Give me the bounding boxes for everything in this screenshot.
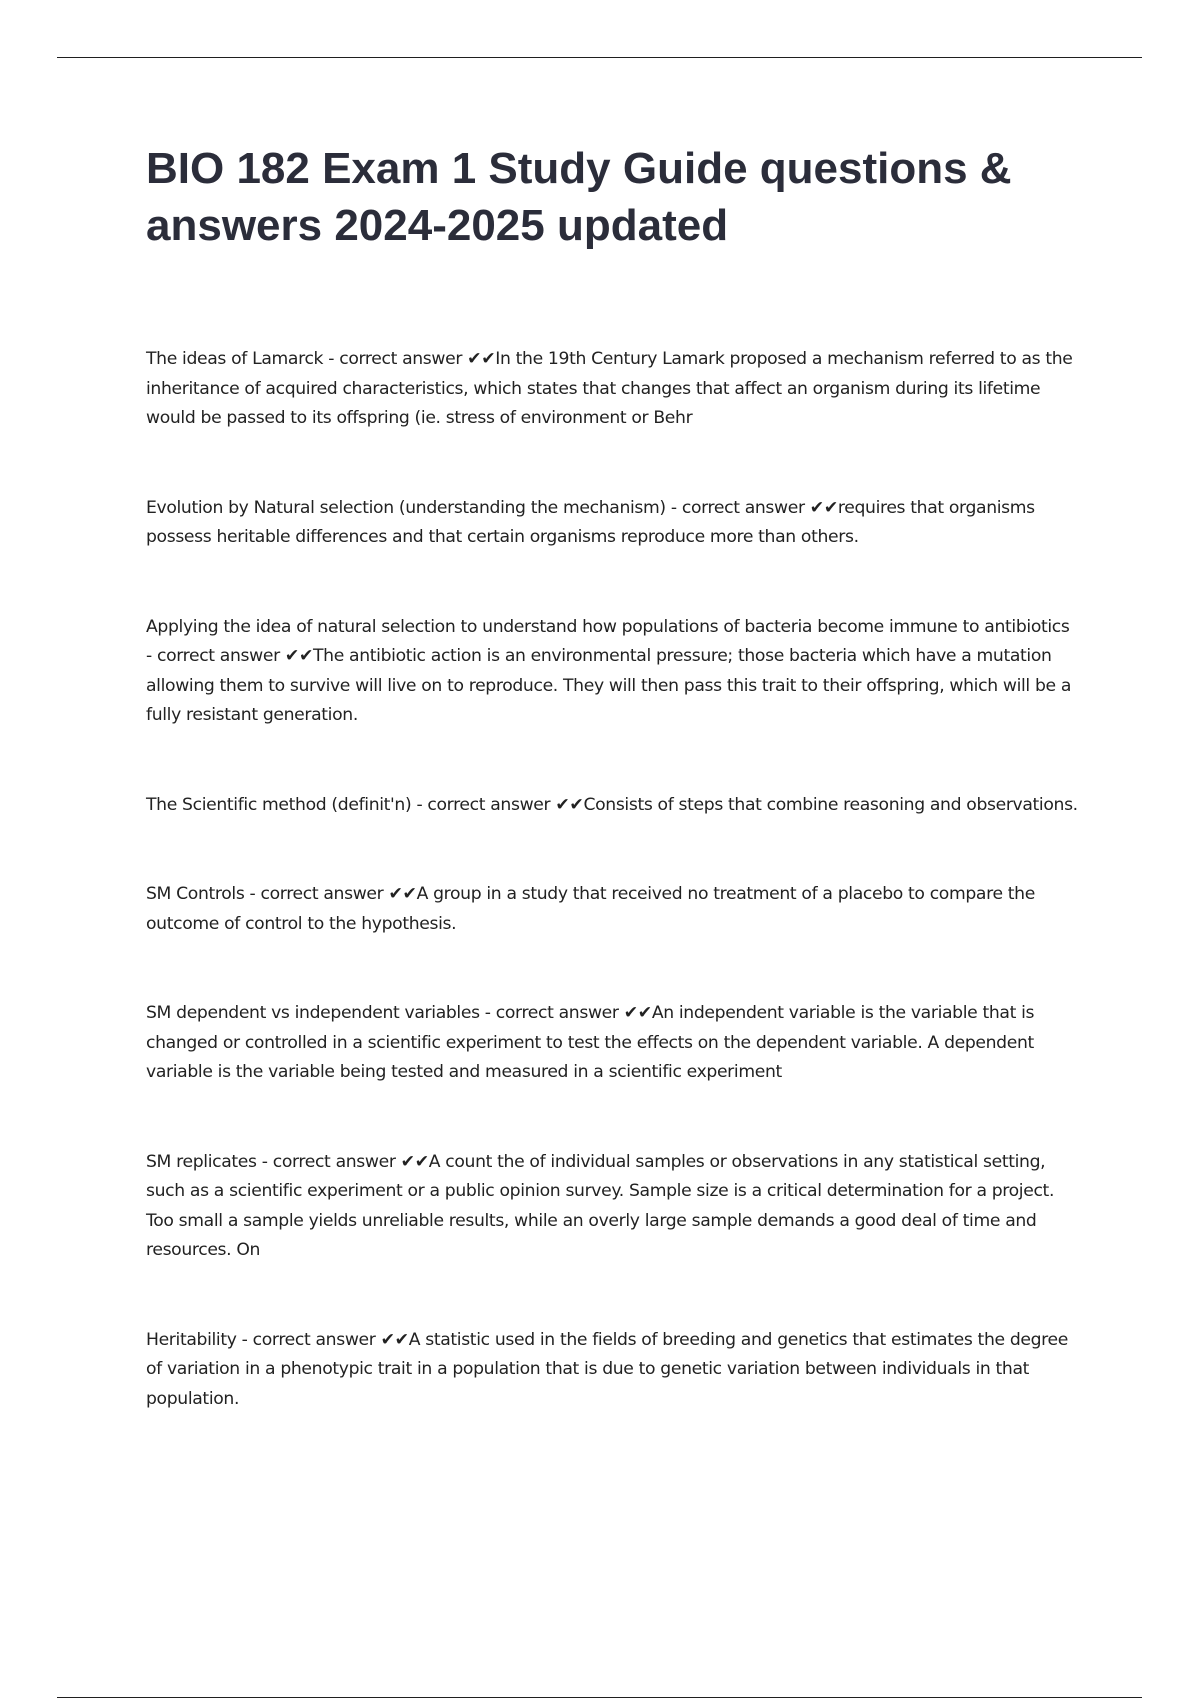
top-divider <box>57 57 1142 58</box>
question-text: SM dependent vs independent variables <box>146 1003 480 1023</box>
answer-text: The antibiotic action is an environmental pressure; those bacteria which have a mutation allowing them to survive will live on to reproduce. They will then pass this trait to their offspring, which will be a fully resistant generation. <box>146 646 1072 725</box>
qa-item <box>146 1326 1086 1415</box>
answer-text: A statistic used in the fields of breeding and genetics that estimates the degree of variation in a phenotypic trait in a population that is due to genetic variation between individuals in that population. <box>146 1329 1068 1409</box>
answer-marker: - correct answer ✔✔ <box>244 884 417 904</box>
qa-item <box>146 880 1086 939</box>
question-text: The Scientific method (definit'n) <box>146 794 412 815</box>
answer-text: An independent variable is the variable that is changed or controlled in a scientific experiment to test the effects on the dependent variable. A dependent variable is the variable being tested and measured in a scientific experiment <box>146 1003 1035 1082</box>
qa-item <box>146 1148 1086 1266</box>
answer-marker: - correct answer ✔✔ <box>236 1329 409 1350</box>
answer-text: A group in a study that received no treatment of a placebo to compare the outcome of control to the hypothesis. <box>146 884 1035 934</box>
qa-item <box>146 494 1086 553</box>
answer-text: In the 19th Century Lamark proposed a mechanism referred to as the inheritance of acquired characteristics, which states that changes that affect an organism during its lifetime would be passed to its offspring (ie. stress of environment or Behr <box>146 349 1073 428</box>
question-text: Evolution by Natural selection (understanding the mechanism) <box>146 497 666 518</box>
answer-marker: - correct answer ✔✔ <box>256 1151 429 1172</box>
answer-marker: - correct answer ✔✔ <box>146 646 314 666</box>
question-text: The ideas of Lamarck <box>146 349 324 369</box>
answer-marker: - correct answer ✔✔ <box>479 1003 652 1023</box>
question-text: Applying the idea of natural selection to understand how populations of bacteria become immune to antibiotics <box>146 616 1070 637</box>
answer-marker: - correct answer ✔✔ <box>411 794 584 815</box>
qa-item <box>146 345 1086 434</box>
question-text: SM Controls <box>146 884 245 904</box>
qa-list <box>146 345 1086 1414</box>
qa-item <box>146 999 1086 1088</box>
question-text: SM replicates <box>146 1151 257 1172</box>
answer-text: A count the of individual samples or observations in any statistical setting, such as a scientific experiment or a public opinion survey. Sample size is a critical determination for a project. Too small a sample yields unreliable results, while an overly large sample demands a good deal of time and resources. On <box>146 1151 1055 1260</box>
document-title: BIO 182 Exam 1 Study Guide questions & answers 2024-2025 updated <box>146 144 1012 250</box>
qa-item <box>146 791 1086 821</box>
answer-marker: - correct answer ✔✔ <box>665 497 838 518</box>
answer-marker: - correct answer ✔✔ <box>323 349 496 369</box>
answer-text: requires that organisms possess heritable differences and that certain organisms reproduce more than others. <box>146 497 1035 547</box>
question-text: Heritability <box>146 1329 237 1350</box>
bottom-divider <box>57 1697 1142 1698</box>
answer-text: Consists of steps that combine reasoning and observations. <box>583 794 1078 815</box>
qa-item <box>146 613 1086 731</box>
